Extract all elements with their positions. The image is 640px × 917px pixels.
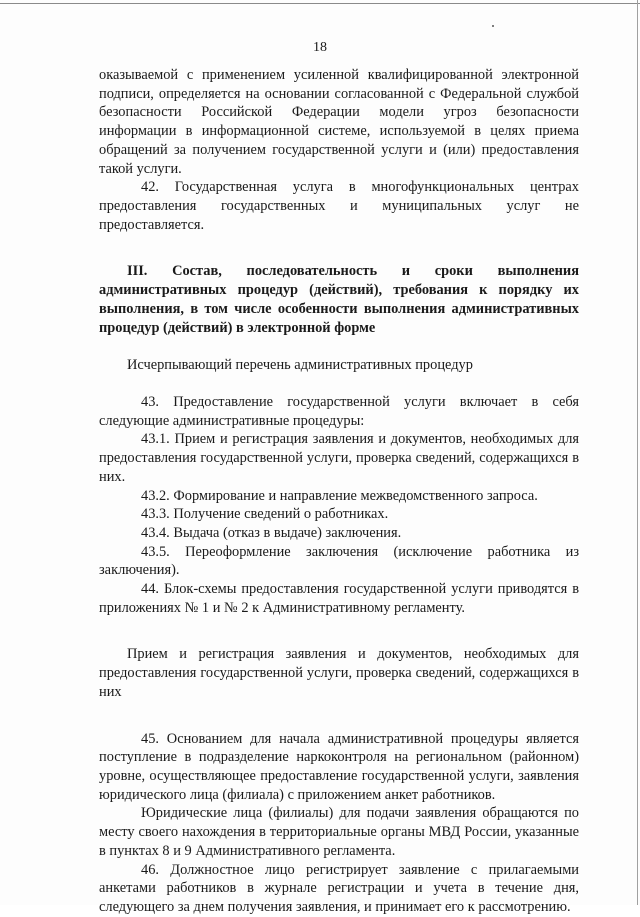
paragraph-43-2: 43.2. Формирование и направление межведомственного запроса. bbox=[141, 487, 538, 504]
paragraph-43-1: 43.1. Прием и регистрация заявления и документов, необходимых для предоставления государственной услуги, проверка сведений, содержащихся в них. bbox=[99, 431, 579, 485]
subheading-reception-registration: Прием и регистрация заявления и документов, необходимых для предоставления государственной услуги, проверка сведений, содержащихся в них bbox=[99, 646, 579, 700]
paragraph-43-3: 43.3. Получение сведений о работниках. bbox=[141, 506, 389, 523]
page-number: 18 bbox=[313, 40, 327, 55]
paragraph-45: 45. Основанием для начала административной процедуры является поступление в подразделение наркоконтроля на региональном (районном) уровне, осуществляющее предоставление государственной услуги, заявления юридического лица (филиала) с приложением анкет работников. bbox=[99, 730, 579, 803]
subheading-procedures-list: Исчерпывающий перечень административных процедур bbox=[127, 357, 473, 374]
scan-right-edge bbox=[637, 0, 638, 905]
paragraph-43-5: 43.5. Переоформление заключения (исключение работника из заключения). bbox=[99, 543, 579, 579]
paragraph-46: 46. Должностное лицо регистрирует заявление с прилагаемыми анкетами работников в журнале регистрации и учета в течение дня, следующего за днем получения заявления, и принимает его к рассмотрению. bbox=[99, 861, 579, 915]
paragraph-43: 43. Предоставление государственной услуги включает в себя следующие административные процедуры: bbox=[99, 394, 579, 429]
section-heading-iii: III. Состав, последовательность и сроки выполнения административных процедур (действий), требования к порядку их выполнения, в том числе особенности выполнения административных процедур (действий) в электронной форме bbox=[99, 263, 579, 337]
paragraph-42: 42. Государственная услуга в многофункциональных центрах предоставления государственных и муниципальных услуг не предоставляется. bbox=[99, 179, 579, 233]
paragraph-continuation: оказываемой с применением усиленной квалифицированной электронной подписи, определяется на основании согласованной с Федеральной службой безопасности Российской Федерации модели угроз безопасности информации в информационной системе, используемой в целях приема обращений за получением государственной услуги и (или) предоставления такой услуги. bbox=[99, 67, 579, 177]
scan-speck bbox=[492, 25, 494, 27]
paragraph-44: 44. Блок-схемы предоставления государственной услуги приводятся в приложениях № 1 и № 2 к Административному регламенту. bbox=[99, 581, 579, 616]
paragraph-43-4: 43.4. Выдача (отказ в выдаче) заключения. bbox=[141, 524, 402, 541]
document-body bbox=[99, 66, 579, 917]
paragraph-45-legal-entities: Юридические лица (филиалы) для подачи заявления обращаются по месту своего нахождения в территориальные органы МВД России, указанные в пунктах 8 и 9 Административного регламента. bbox=[99, 805, 579, 859]
scan-top-edge bbox=[0, 3, 640, 4]
